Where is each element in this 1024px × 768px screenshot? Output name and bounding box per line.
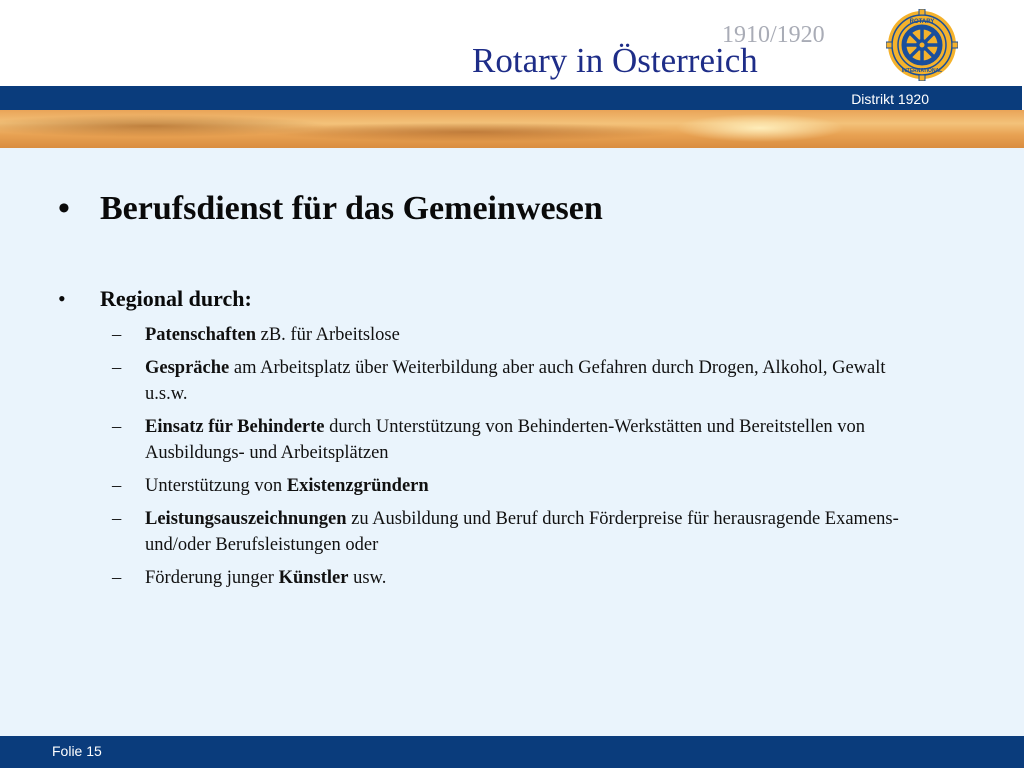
slide-title: Rotary in Österreich xyxy=(472,41,758,80)
dash-icon: – xyxy=(112,325,122,345)
sub-heading-text: Regional durch: xyxy=(100,286,252,311)
main-bullet-text: Berufsdienst für das Gemeinwesen xyxy=(100,190,603,227)
item-text: durch Unterstützung von Behinderten-Werkstätten und Bereitstellen von Ausbildungs- und Arbeitsplätzen xyxy=(145,417,866,463)
dash-icon: – xyxy=(112,417,122,437)
list-item xyxy=(112,355,912,407)
slide-header xyxy=(0,0,1024,86)
item-text: zB. für Arbeitslose xyxy=(255,325,400,345)
list-item xyxy=(112,565,912,591)
item-text: usw. xyxy=(348,568,387,588)
item-text: am Arbeitsplatz über Weiterbildung aber auch Gefahren durch Drogen, Alkohol, Gewalt u.s.w. xyxy=(145,358,886,404)
main-bullet xyxy=(58,190,603,228)
slide-number: Folie 15 xyxy=(52,743,102,759)
item-bold: Gespräche xyxy=(145,358,230,378)
list-item xyxy=(112,506,912,558)
district-bar xyxy=(0,86,1024,110)
item-text: zu Ausbildung und Beruf durch Förderpreise für herausragende Examens- und/oder Berufsleistungen oder xyxy=(145,509,899,555)
svg-text:INTERNATIONAL: INTERNATIONAL xyxy=(901,68,943,74)
bullet-icon: • xyxy=(58,286,66,311)
item-prefix: Förderung junger xyxy=(145,568,279,588)
item-bold: Existenzgründern xyxy=(286,476,429,496)
bullet-icon: • xyxy=(58,190,70,227)
item-bold: Einsatz für Behinderte xyxy=(145,417,325,437)
district-label: Distrikt 1920 xyxy=(851,91,929,107)
svg-text:ROTARY: ROTARY xyxy=(909,19,935,25)
rotary-wheel-icon xyxy=(886,9,958,81)
item-bold: Leistungsauszeichnungen xyxy=(145,509,347,529)
item-prefix: Unterstützung von xyxy=(145,476,287,496)
dash-icon: – xyxy=(112,476,122,496)
item-bold: Künstler xyxy=(278,568,349,588)
dash-icon: – xyxy=(112,509,122,529)
sunset-banner xyxy=(0,110,1024,148)
dash-icon: – xyxy=(112,568,122,588)
years-label: 1910/1920 xyxy=(722,22,825,48)
list-item xyxy=(112,322,912,348)
sub-heading xyxy=(58,286,252,312)
item-list xyxy=(112,322,912,598)
list-item xyxy=(112,414,912,466)
slide-footer xyxy=(0,736,1024,768)
dash-icon: – xyxy=(112,358,122,378)
item-bold: Patenschaften xyxy=(145,325,256,345)
list-item xyxy=(112,473,912,499)
slide-content xyxy=(0,148,1024,736)
